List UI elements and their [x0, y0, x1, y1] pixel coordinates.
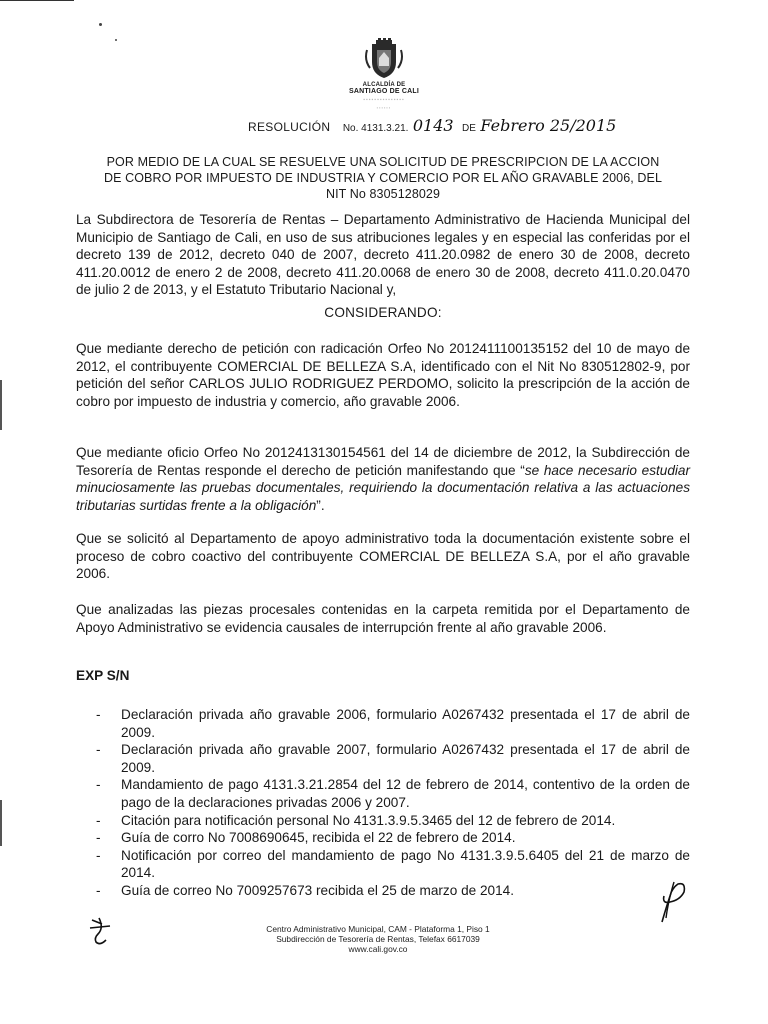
- exp-heading: EXP S/N: [76, 668, 130, 683]
- footer: [228, 924, 528, 954]
- paragraph-2-end: ”.: [316, 497, 325, 513]
- scan-edge-mark: [0, 380, 2, 430]
- faint-subtitle-bar: ▪▪▪▪▪▪: [376, 105, 392, 110]
- paragraph-4: Que analizadas las piezas procesales contenidas en la carpeta remitida por el Departamento de Apoyo Administrativo se evidencia causales de interrupción frente al año gravable 2006.: [76, 602, 690, 635]
- resolution-date-handwritten: Febrero 25/2015: [480, 116, 617, 135]
- footer-line-2: Subdirección de Tesorería de Rentas, Telefax 6617039: [276, 934, 480, 944]
- title-line-1: POR MEDIO DE LA CUAL SE RESUELVE UNA SOLICITUD DE PRESCRIPCION DE LA ACCION: [106, 155, 660, 169]
- list-item: - Declaración privada año gravable 2007, formulario A0267432 presentada el 17 de abril de 2009.: [96, 741, 690, 776]
- paragraph-2-quote: se hace necesario estudiar minuciosamente las pruebas documentales, requiriendo la documentación relativa a las actuaciones tributarias surtidas frente a la obligación: [76, 462, 691, 513]
- resolution-de-label: DE: [462, 123, 476, 134]
- signature-icon: [652, 878, 692, 926]
- scan-edge-mark: [0, 800, 2, 846]
- list-item: - Citación para notificación personal No 4131.3.9.5.3465 del 12 de febrero de 2014.: [96, 812, 690, 830]
- exp-list: [96, 706, 690, 900]
- list-item: - Declaración privada año gravable 2006, formulario A0267432 presentada el 17 de abril de 2009.: [96, 706, 690, 741]
- letterhead: [300, 38, 468, 110]
- list-item: - Notificación por correo del mandamiento de pago No 4131.3.9.5.6405 del 21 de marzo de 2014.: [96, 847, 690, 882]
- coat-of-arms-icon: [364, 38, 404, 80]
- paragraph-2-start: Que mediante oficio Orfeo No 2012413130154561 del 14 de diciembre de 2012, la Subdirección de Tesorería de Rentas responde el derecho de petición manifestando que “: [76, 445, 690, 478]
- alcaldia-line-2: SANTIAGO DE CALI: [348, 88, 420, 95]
- resolution-label: RESOLUCIÓN: [248, 120, 331, 134]
- scan-artifact-dot: [99, 23, 102, 26]
- scan-artifact-line: [0, 0, 74, 1]
- document-title: [76, 154, 690, 202]
- list-item: - Guía de corro No 7008690645, recibida el 22 de febrero de 2014.: [96, 829, 690, 847]
- title-line-2: DE COBRO POR IMPUESTO DE INDUSTRIA Y COMERCIO POR EL AÑO GRAVABLE 2006, DEL: [103, 171, 663, 185]
- handwritten-initial-icon: [86, 914, 120, 948]
- footer-line-1: Centro Administrativo Municipal, CAM - Plataforma 1, Piso 1: [266, 924, 490, 934]
- scan-artifact-dot: [115, 39, 117, 41]
- considerando-heading: CONSIDERANDO:: [324, 305, 442, 320]
- paragraph-1: Que mediante derecho de petición con radicación Orfeo No 2012411100135152 del 10 de mayo de 2012, el contribuyente COMERCIAL DE BELLEZA S.A, identificado con el Nit No 830512802-9, por petición del señor CARLOS JULIO RODRIGUEZ PERDOMO, solicito la prescripción de la acción de cobro por impuesto de industria y comercio, año gravable 2006.: [76, 341, 690, 409]
- resolution-line: [248, 116, 728, 146]
- paragraph-2: [76, 444, 690, 514]
- list-item: - Mandamiento de pago 4131.3.21.2854 del 12 de febrero de 2014, contentivo de la orden de pago de la declaraciones privadas 2006 y 2007.: [96, 776, 690, 811]
- resolution-number-prefix: No. 4131.3.21.: [342, 123, 409, 134]
- resolution-number-handwritten: 0143: [412, 116, 454, 135]
- list-item: - Guía de correo No 7009257673 recibida el 25 de marzo de 2014.: [96, 882, 690, 900]
- intro-paragraph: La Subdirectora de Tesorería de Rentas – Departamento Administrativo de Hacienda Municipal del Municipio de Santiago de Cali, en uso de sus atribuciones legales y en especial las conferidas por el decreto 139 de 2012, decreto 040 de 2007, decreto 411.20.0982 de enero 30 de 2008, decreto 411.20.0012 de enero 2 de 2008, decreto 411.20.0068 de enero 30 de 2008, decreto 411.0.20.0470 de julio 2 de 2013, y el Estatuto Tributario Nacional y,: [76, 212, 690, 298]
- faint-subtitle-bar: ▪▪▪▪▪▪▪▪▪▪▪▪▪▪▪: [363, 97, 405, 103]
- footer-website-link: www.cali.gov.co: [348, 944, 408, 954]
- title-line-3: NIT No 8305128029: [325, 187, 441, 201]
- paragraph-3: Que se solicitó al Departamento de apoyo administrativo toda la documentación existente sobre el proceso de cobro coactivo del contribuyente COMERCIAL DE BELLEZA S.A, por el año gravable 2006.: [76, 531, 690, 582]
- alcaldia-line-1: ALCALDÍA DE: [362, 82, 406, 88]
